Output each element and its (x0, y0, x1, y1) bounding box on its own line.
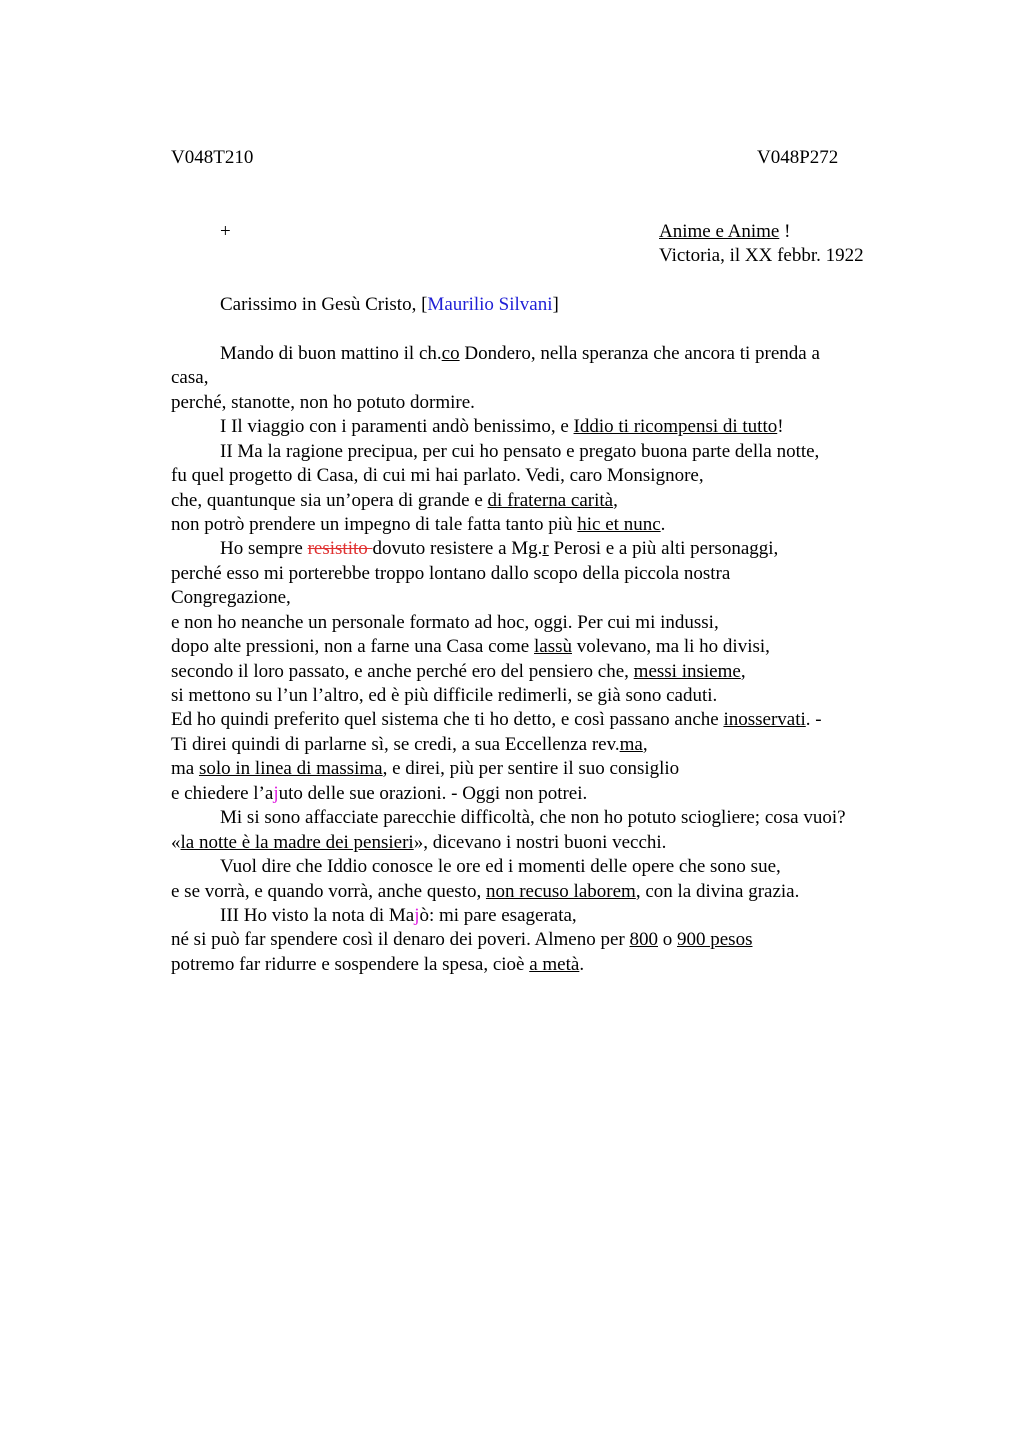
body-line: Mi si sono affacciate parecchie difficoltà, che non ho potuto sciogliere; cosa vuoi? (220, 807, 846, 828)
body-line: e non ho neanche un personale formato ad hoc, oggi. Per cui mi indussi, (171, 612, 719, 633)
body-line: perché, stanotte, non ho potuto dormire. (171, 392, 475, 413)
body-line: Ti direi quindi di parlarne sì, se credi, a sua Eccellenza rev.ma, (171, 734, 648, 755)
motto (659, 220, 790, 244)
body-line: Vuol dire che Iddio conosce le ore ed i momenti delle opere che sono sue, (220, 856, 781, 877)
body-line: fu quel progetto di Casa, di cui mi hai parlato. Vedi, caro Monsignore, (171, 465, 704, 486)
highlighted-letter: j (273, 783, 279, 804)
body-line: e chiedere l’ajuto delle sue orazioni. - Oggi non potrei. (171, 783, 588, 804)
motto-end: ! (779, 221, 791, 242)
body-line: ma solo in linea di massima, e direi, più per sentire il suo consiglio (171, 758, 680, 779)
body-line: Mando di buon mattino il ch.co Dondero, nella speranza che ancora ti prenda a (220, 343, 820, 364)
recipient-name: Maurilio Silvani (427, 294, 553, 315)
motto-text: Anime e Anime (659, 221, 780, 242)
body-line: Congregazione, (171, 587, 291, 608)
left-reference-code: V048T210 (171, 147, 254, 168)
salutation (220, 293, 559, 317)
place-date: Victoria, il XX febbr. 1922 (659, 245, 864, 266)
salutation-text: Carissimo in Gesù Cristo, [ (220, 294, 428, 315)
body-line: potremo far ridurre e sospendere la spesa, cioè a metà. (171, 954, 585, 975)
body-line: perché esso mi porterebbe troppo lontano dallo scopo della piccola nostra (171, 563, 731, 584)
struck-word: resistito (307, 538, 373, 559)
body-line: Ho sempre resistito dovuto resistere a Mg.r Perosi e a più alti personaggi, (220, 538, 779, 559)
body-line: non potrò prendere un impegno di tale fatta tanto più hic et nunc. (171, 514, 666, 535)
right-reference-code: V048P272 (757, 147, 839, 168)
body-line: né si può far spendere così il denaro dei poveri. Almeno per 800 o 900 pesos (171, 929, 753, 950)
salutation-close: ] (552, 294, 559, 315)
body-line: «la notte è la madre dei pensieri», dicevano i nostri buoni vecchi. (171, 832, 667, 853)
body-line: e se vorrà, e quando vorrà, anche questo, non recuso laborem, con la divina grazia. (171, 881, 800, 902)
cross-mark: + (220, 221, 231, 242)
body-line: I Il viaggio con i paramenti andò benissimo, e Iddio ti ricompensi di tutto! (220, 416, 784, 437)
body-line: secondo il loro passato, e anche perché ero del pensiero che, messi insieme, (171, 661, 746, 682)
body-line: che, quantunque sia un’opera di grande e di fraterna carità, (171, 490, 618, 511)
body-line: III Ho visto la nota di Majò: mi pare esagerata, (220, 905, 577, 926)
body-line: II Ma la ragione precipua, per cui ho pensato e pregato buona parte della notte, (220, 441, 820, 462)
highlighted-letter: j (414, 905, 420, 926)
body-line: si mettono su l’un l’altro, ed è più difficile redimerli, se già sono caduti. (171, 685, 718, 706)
body-line: casa, (171, 367, 209, 388)
body-line: dopo alte pressioni, non a farne una Casa come lassù volevano, ma li ho divisi, (171, 636, 770, 657)
body-line: Ed ho quindi preferito quel sistema che ti ho detto, e così passano anche inosservati. - (171, 709, 822, 730)
